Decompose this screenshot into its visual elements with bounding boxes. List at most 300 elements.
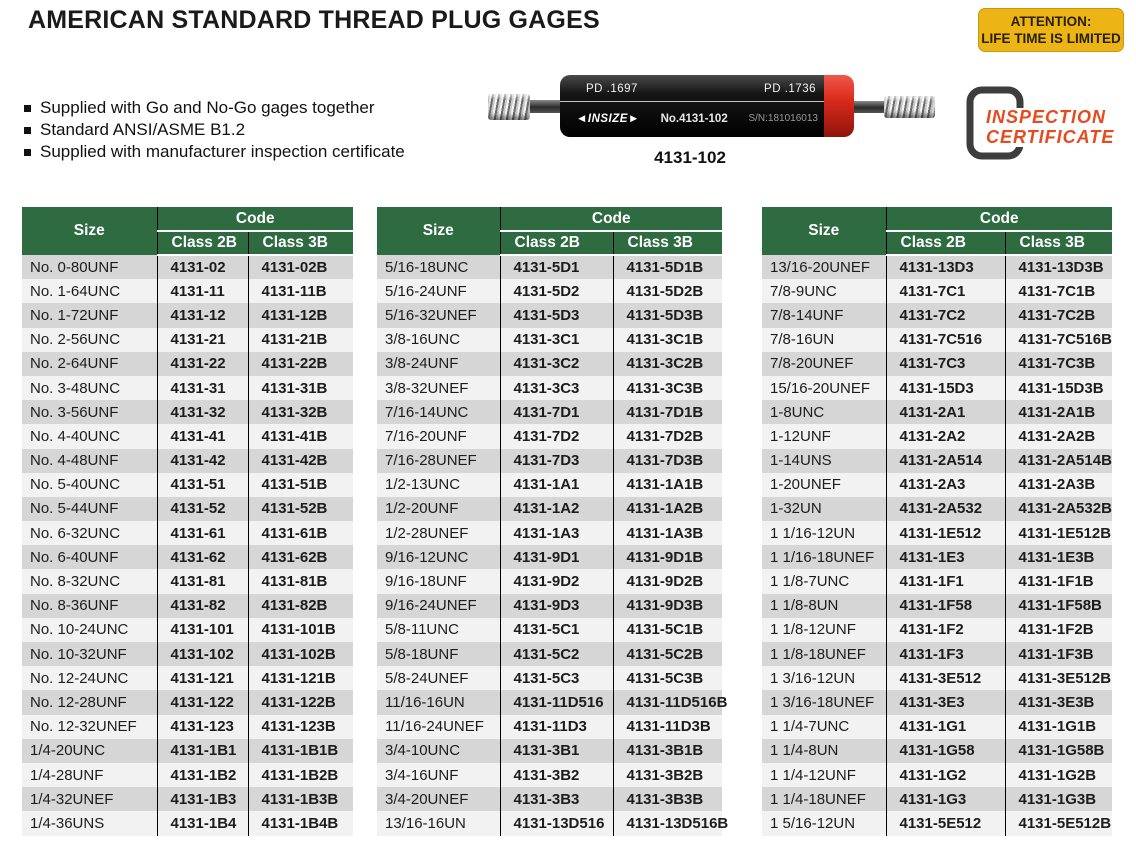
table-row: [377, 666, 722, 690]
size-cell: 1/2-20UNF: [377, 497, 500, 521]
class-2b-code-cell: 4131-2A514: [886, 449, 1005, 473]
class-2b-code-cell: 4131-1A1: [500, 473, 613, 497]
class-3b-code-cell: 4131-22B: [248, 352, 353, 376]
class-3b-code-cell: 4131-3C2B: [613, 352, 722, 376]
size-cell: No. 8-36UNF: [22, 594, 157, 618]
size-cell: 7/8-14UNF: [762, 303, 886, 327]
class-3b-code-cell: 4131-7D2B: [613, 424, 722, 448]
class-3b-code-cell: 4131-7C516B: [1005, 328, 1112, 352]
class-2b-code-cell: 4131-5C1: [500, 618, 613, 642]
class-3b-code-cell: 4131-102B: [248, 642, 353, 666]
class-3b-code-cell: 4131-32B: [248, 400, 353, 424]
class-3b-code-cell: 4131-5C3B: [613, 666, 722, 690]
class-2b-code-cell: 4131-22: [157, 352, 248, 376]
table-row: [762, 642, 1112, 666]
table-row: [377, 279, 722, 303]
class-2b-code-cell: 4131-1G2: [886, 763, 1005, 787]
size-cell: 11/16-16UN: [377, 690, 500, 714]
class-2b-code-cell: 4131-42: [157, 449, 248, 473]
size-cell: No. 2-56UNC: [22, 328, 157, 352]
size-cell: 7/8-16UN: [762, 328, 886, 352]
table-row: [377, 328, 722, 352]
col-header-class3b: Class 3B: [248, 231, 353, 255]
class-3b-code-cell: 4131-5D2B: [613, 279, 722, 303]
size-cell: 1 1/4-12UNF: [762, 763, 886, 787]
table-row: [22, 279, 353, 303]
class-3b-code-cell: 4131-1E512B: [1005, 521, 1112, 545]
class-2b-code-cell: 4131-1E3: [886, 545, 1005, 569]
bullet-item: [24, 141, 405, 163]
col-header-class2b: Class 2B: [886, 231, 1005, 255]
class-2b-code-cell: 4131-1F58: [886, 594, 1005, 618]
class-2b-code-cell: 4131-1A2: [500, 497, 613, 521]
table-row: [22, 811, 353, 835]
class-3b-code-cell: 4131-2A1B: [1005, 400, 1112, 424]
bullet-text: Standard ANSI/ASME B1.2: [40, 120, 246, 139]
class-3b-code-cell: 4131-13D3B: [1005, 255, 1112, 279]
size-cell: 3/8-16UNC: [377, 328, 500, 352]
table-row: [762, 376, 1112, 400]
class-3b-code-cell: 4131-81B: [248, 569, 353, 593]
table-row: [22, 569, 353, 593]
size-cell: No. 4-48UNF: [22, 449, 157, 473]
class-3b-code-cell: 4131-1B1B: [248, 739, 353, 763]
size-cell: 1/2-13UNC: [377, 473, 500, 497]
class-3b-code-cell: 4131-1A2B: [613, 497, 722, 521]
size-cell: 7/8-20UNEF: [762, 352, 886, 376]
table-row: [762, 763, 1112, 787]
class-2b-code-cell: 4131-11D516: [500, 690, 613, 714]
size-cell: 1 1/16-18UNEF: [762, 545, 886, 569]
table-row: [22, 787, 353, 811]
class-2b-code-cell: 4131-61: [157, 521, 248, 545]
size-cell: 3/4-10UNC: [377, 739, 500, 763]
gage-left-shaft: [530, 100, 560, 113]
table-row: [762, 690, 1112, 714]
class-2b-code-cell: 4131-3C2: [500, 352, 613, 376]
class-2b-code-cell: 4131-3C1: [500, 328, 613, 352]
size-cell: 1/2-28UNEF: [377, 521, 500, 545]
size-cell: 3/4-20UNEF: [377, 787, 500, 811]
class-2b-code-cell: 4131-62: [157, 545, 248, 569]
table-row: [762, 618, 1112, 642]
gage-serial-number: S/N:181016013: [748, 113, 818, 124]
class-3b-code-cell: 4131-61B: [248, 521, 353, 545]
table-row: [377, 352, 722, 376]
col-header-size: Size: [762, 207, 886, 255]
table-row: [377, 690, 722, 714]
size-cell: 7/8-9UNC: [762, 279, 886, 303]
table-row: [377, 424, 722, 448]
table-row: [22, 352, 353, 376]
class-3b-code-cell: 4131-3B2B: [613, 763, 722, 787]
table-row: [762, 328, 1112, 352]
size-cell: 1 1/4-18UNEF: [762, 787, 886, 811]
class-3b-code-cell: 4131-9D1B: [613, 545, 722, 569]
table-row: [377, 449, 722, 473]
class-3b-code-cell: 4131-1E3B: [1005, 545, 1112, 569]
class-2b-code-cell: 4131-7C3: [886, 352, 1005, 376]
table-row: [762, 255, 1112, 279]
table-row: [22, 449, 353, 473]
size-cell: 9/16-24UNEF: [377, 594, 500, 618]
size-cell: No. 12-28UNF: [22, 690, 157, 714]
table-row: [22, 497, 353, 521]
table-row: [377, 739, 722, 763]
size-cell: No. 1-64UNC: [22, 279, 157, 303]
table-row: [762, 787, 1112, 811]
table-row: [762, 545, 1112, 569]
size-cell: No. 4-40UNC: [22, 424, 157, 448]
class-3b-code-cell: 4131-3C3B: [613, 376, 722, 400]
table-row: [22, 545, 353, 569]
size-cell: 1/4-20UNC: [22, 739, 157, 763]
certificate-line1: INSPECTION: [986, 107, 1107, 127]
size-cell: No. 8-32UNC: [22, 569, 157, 593]
class-2b-code-cell: 4131-81: [157, 569, 248, 593]
class-2b-code-cell: 4131-2A1: [886, 400, 1005, 424]
class-2b-code-cell: 4131-5C2: [500, 642, 613, 666]
table-row: [377, 642, 722, 666]
size-cell: No. 2-64UNF: [22, 352, 157, 376]
class-2b-code-cell: 4131-3E512: [886, 666, 1005, 690]
class-3b-code-cell: 4131-1B2B: [248, 763, 353, 787]
class-3b-code-cell: 4131-82B: [248, 594, 353, 618]
gage-handle-body: [560, 75, 824, 137]
size-cell: 1 5/16-12UN: [762, 811, 886, 835]
class-3b-code-cell: 4131-1F2B: [1005, 618, 1112, 642]
gage-caption: 4131-102: [654, 148, 726, 167]
class-2b-code-cell: 4131-1F2: [886, 618, 1005, 642]
table-row: [377, 400, 722, 424]
size-cell: 3/8-24UNF: [377, 352, 500, 376]
class-2b-code-cell: 4131-1B4: [157, 811, 248, 835]
table-row: [762, 569, 1112, 593]
class-3b-code-cell: 4131-5E512B: [1005, 811, 1112, 835]
size-cell: No. 3-56UNF: [22, 400, 157, 424]
size-cell: 11/16-24UNEF: [377, 715, 500, 739]
gage-right-thread: [884, 96, 935, 118]
class-3b-code-cell: 4131-62B: [248, 545, 353, 569]
size-cell: 5/16-24UNF: [377, 279, 500, 303]
class-2b-code-cell: 4131-5D2: [500, 279, 613, 303]
class-2b-code-cell: 4131-7C516: [886, 328, 1005, 352]
table-row: [377, 521, 722, 545]
class-2b-code-cell: 4131-3C3: [500, 376, 613, 400]
size-cell: No. 3-48UNC: [22, 376, 157, 400]
class-3b-code-cell: 4131-1F3B: [1005, 642, 1112, 666]
class-3b-code-cell: 4131-121B: [248, 666, 353, 690]
table-row: [22, 521, 353, 545]
class-2b-code-cell: 4131-9D3: [500, 594, 613, 618]
size-cell: 5/16-18UNC: [377, 255, 500, 279]
class-3b-code-cell: 4131-9D3B: [613, 594, 722, 618]
size-cell: No. 12-32UNEF: [22, 715, 157, 739]
table-row: [22, 763, 353, 787]
gage-pd-row: [560, 75, 824, 102]
size-cell: 13/16-20UNEF: [762, 255, 886, 279]
class-2b-code-cell: 4131-1A3: [500, 521, 613, 545]
class-3b-code-cell: 4131-31B: [248, 376, 353, 400]
table-row: [762, 594, 1112, 618]
table-row: [22, 303, 353, 327]
class-2b-code-cell: 4131-9D2: [500, 569, 613, 593]
class-3b-code-cell: 4131-2A2B: [1005, 424, 1112, 448]
insize-logo-text: INSIZE: [587, 112, 628, 125]
class-2b-code-cell: 4131-7D3: [500, 449, 613, 473]
class-2b-code-cell: 4131-13D3: [886, 255, 1005, 279]
table-row: [762, 400, 1112, 424]
feature-bullet-list: [24, 97, 405, 163]
class-2b-code-cell: 4131-102: [157, 642, 248, 666]
class-2b-code-cell: 4131-2A532: [886, 497, 1005, 521]
size-cell: 7/16-20UNF: [377, 424, 500, 448]
table-row: [377, 255, 722, 279]
table-row: [377, 569, 722, 593]
table-row: [762, 303, 1112, 327]
table-row: [22, 255, 353, 279]
class-3b-code-cell: 4131-123B: [248, 715, 353, 739]
class-3b-code-cell: 4131-1G1B: [1005, 715, 1112, 739]
class-3b-code-cell: 4131-101B: [248, 618, 353, 642]
size-cell: 1/4-28UNF: [22, 763, 157, 787]
table-row: [377, 545, 722, 569]
class-2b-code-cell: 4131-121: [157, 666, 248, 690]
size-cell: 15/16-20UNEF: [762, 376, 886, 400]
class-3b-code-cell: 4131-5D3B: [613, 303, 722, 327]
bullet-text: Supplied with manufacturer inspection certificate: [40, 142, 405, 161]
gage-left-thread: [488, 94, 530, 120]
size-cell: No. 5-44UNF: [22, 497, 157, 521]
class-2b-code-cell: 4131-1F3: [886, 642, 1005, 666]
class-3b-code-cell: 4131-1G3B: [1005, 787, 1112, 811]
class-2b-code-cell: 4131-7C2: [886, 303, 1005, 327]
table-row: [377, 497, 722, 521]
class-2b-code-cell: 4131-82: [157, 594, 248, 618]
class-2b-code-cell: 4131-12: [157, 303, 248, 327]
col-header-code: Code: [500, 207, 722, 231]
class-2b-code-cell: 4131-15D3: [886, 376, 1005, 400]
size-cell: No. 12-24UNC: [22, 666, 157, 690]
size-cell: No. 0-80UNF: [22, 255, 157, 279]
class-3b-code-cell: 4131-3E3B: [1005, 690, 1112, 714]
class-3b-code-cell: 4131-7C3B: [1005, 352, 1112, 376]
class-2b-code-cell: 4131-7D2: [500, 424, 613, 448]
class-3b-code-cell: 4131-1A1B: [613, 473, 722, 497]
table-row: [377, 715, 722, 739]
class-2b-code-cell: 4131-3B3: [500, 787, 613, 811]
table-row: [22, 473, 353, 497]
class-3b-code-cell: 4131-52B: [248, 497, 353, 521]
class-3b-code-cell: 4131-21B: [248, 328, 353, 352]
table-row: [762, 666, 1112, 690]
class-3b-code-cell: 4131-41B: [248, 424, 353, 448]
class-3b-code-cell: 4131-3B3B: [613, 787, 722, 811]
class-3b-code-cell: 4131-13D516B: [613, 811, 722, 835]
size-cell: 1/4-36UNS: [22, 811, 157, 835]
class-3b-code-cell: 4131-1F1B: [1005, 569, 1112, 593]
class-3b-code-cell: 4131-11D3B: [613, 715, 722, 739]
class-2b-code-cell: 4131-32: [157, 400, 248, 424]
class-2b-code-cell: 4131-5D1: [500, 255, 613, 279]
size-cell: 1 1/8-12UNF: [762, 618, 886, 642]
size-cell: 1 3/16-12UN: [762, 666, 886, 690]
class-3b-code-cell: 4131-122B: [248, 690, 353, 714]
class-2b-code-cell: 4131-1B3: [157, 787, 248, 811]
size-code-table-1: [22, 207, 353, 836]
class-3b-code-cell: 4131-3B1B: [613, 739, 722, 763]
class-2b-code-cell: 4131-3E3: [886, 690, 1005, 714]
class-3b-code-cell: 4131-7C1B: [1005, 279, 1112, 303]
certificate-text: [984, 108, 1116, 147]
class-2b-code-cell: 4131-13D516: [500, 811, 613, 835]
class-3b-code-cell: 4131-15D3B: [1005, 376, 1112, 400]
class-3b-code-cell: 4131-11B: [248, 279, 353, 303]
class-2b-code-cell: 4131-02: [157, 255, 248, 279]
size-cell: 1-12UNF: [762, 424, 886, 448]
table-row: [762, 715, 1112, 739]
size-cell: 1 1/16-12UN: [762, 521, 886, 545]
col-header-class3b: Class 3B: [1005, 231, 1112, 255]
class-3b-code-cell: 4131-02B: [248, 255, 353, 279]
class-3b-code-cell: 4131-11D516B: [613, 690, 722, 714]
class-2b-code-cell: 4131-5E512: [886, 811, 1005, 835]
table-row: [762, 811, 1112, 835]
class-3b-code-cell: 4131-7C2B: [1005, 303, 1112, 327]
table-row: [762, 279, 1112, 303]
size-code-table-3: [762, 207, 1112, 836]
class-2b-code-cell: 4131-21: [157, 328, 248, 352]
gage-model-number: No.4131-102: [660, 112, 728, 125]
size-cell: 5/8-24UNEF: [377, 666, 500, 690]
size-cell: 1 3/16-18UNEF: [762, 690, 886, 714]
bullet-item: [24, 97, 405, 119]
size-cell: 5/16-32UNEF: [377, 303, 500, 327]
class-3b-code-cell: 4131-9D2B: [613, 569, 722, 593]
size-cell: 1 1/4-8UN: [762, 739, 886, 763]
class-2b-code-cell: 4131-122: [157, 690, 248, 714]
table-row: [377, 594, 722, 618]
table-row: [762, 473, 1112, 497]
col-header-class2b: Class 2B: [500, 231, 613, 255]
table-row: [762, 424, 1112, 448]
class-2b-code-cell: 4131-3B1: [500, 739, 613, 763]
class-3b-code-cell: 4131-7D1B: [613, 400, 722, 424]
class-2b-code-cell: 4131-123: [157, 715, 248, 739]
class-2b-code-cell: 4131-11: [157, 279, 248, 303]
size-cell: 1 1/8-8UN: [762, 594, 886, 618]
class-3b-code-cell: 4131-5D1B: [613, 255, 722, 279]
class-2b-code-cell: 4131-2A3: [886, 473, 1005, 497]
size-cell: 9/16-12UNC: [377, 545, 500, 569]
class-2b-code-cell: 4131-1G58: [886, 739, 1005, 763]
table-row: [22, 715, 353, 739]
table-row: [377, 763, 722, 787]
class-3b-code-cell: 4131-1G58B: [1005, 739, 1112, 763]
class-3b-code-cell: 4131-3E512B: [1005, 666, 1112, 690]
table-row: [762, 521, 1112, 545]
gage-id-row: [560, 102, 824, 137]
class-2b-code-cell: 4131-1F1: [886, 569, 1005, 593]
class-3b-code-cell: 4131-7D3B: [613, 449, 722, 473]
size-cell: 7/16-14UNC: [377, 400, 500, 424]
size-cell: No. 5-40UNC: [22, 473, 157, 497]
col-header-size: Size: [22, 207, 157, 255]
class-3b-code-cell: 4131-51B: [248, 473, 353, 497]
col-header-size: Size: [377, 207, 500, 255]
size-cell: 3/4-16UNF: [377, 763, 500, 787]
class-3b-code-cell: 4131-42B: [248, 449, 353, 473]
class-2b-code-cell: 4131-11D3: [500, 715, 613, 739]
page-title: AMERICAN STANDARD THREAD PLUG GAGES: [28, 6, 600, 34]
table-row: [377, 473, 722, 497]
size-cell: 13/16-16UN: [377, 811, 500, 835]
size-cell: No. 1-72UNF: [22, 303, 157, 327]
table-row: [22, 642, 353, 666]
attention-line1: ATTENTION:: [1010, 14, 1092, 29]
class-3b-code-cell: 4131-2A3B: [1005, 473, 1112, 497]
gage-pd-right-label: PD .1736: [764, 83, 816, 95]
class-2b-code-cell: 4131-41: [157, 424, 248, 448]
table-row: [22, 376, 353, 400]
table-row: [762, 497, 1112, 521]
class-3b-code-cell: 4131-1G2B: [1005, 763, 1112, 787]
class-2b-code-cell: 4131-51: [157, 473, 248, 497]
class-2b-code-cell: 4131-1E512: [886, 521, 1005, 545]
gage-nogo-red-band: [824, 75, 854, 137]
col-header-code: Code: [157, 207, 353, 231]
class-2b-code-cell: 4131-1B1: [157, 739, 248, 763]
class-3b-code-cell: 4131-12B: [248, 303, 353, 327]
table-row: [377, 787, 722, 811]
square-bullet-icon: [24, 149, 31, 156]
class-2b-code-cell: 4131-7C1: [886, 279, 1005, 303]
size-cell: 5/8-11UNC: [377, 618, 500, 642]
size-cell: 1-14UNS: [762, 449, 886, 473]
class-2b-code-cell: 4131-52: [157, 497, 248, 521]
table-row: [762, 352, 1112, 376]
size-code-table-2: [377, 207, 729, 836]
table-row: [22, 400, 353, 424]
class-3b-code-cell: 4131-1F58B: [1005, 594, 1112, 618]
size-cell: 1-32UN: [762, 497, 886, 521]
certificate-line2: CERTIFICATE: [986, 126, 1115, 147]
class-2b-code-cell: 4131-5C3: [500, 666, 613, 690]
class-2b-code-cell: 4131-9D1: [500, 545, 613, 569]
gage-pd-left-label: PD .1697: [586, 83, 638, 95]
col-header-class2b: Class 2B: [157, 231, 248, 255]
table-row: [377, 811, 722, 835]
class-2b-code-cell: 4131-1G3: [886, 787, 1005, 811]
class-2b-code-cell: 4131-101: [157, 618, 248, 642]
class-3b-code-cell: 4131-2A532B: [1005, 497, 1112, 521]
class-2b-code-cell: 4131-3B2: [500, 763, 613, 787]
size-cell: 1 1/8-7UNC: [762, 569, 886, 593]
gage-right-shaft: [854, 101, 884, 113]
size-cell: 1/4-32UNEF: [22, 787, 157, 811]
bullet-item: [24, 119, 405, 141]
class-3b-code-cell: 4131-1B3B: [248, 787, 353, 811]
table-row: [377, 618, 722, 642]
table-row: [377, 376, 722, 400]
class-2b-code-cell: 4131-2A2: [886, 424, 1005, 448]
size-cell: 5/8-18UNF: [377, 642, 500, 666]
class-3b-code-cell: 4131-3C1B: [613, 328, 722, 352]
class-3b-code-cell: 4131-5C2B: [613, 642, 722, 666]
attention-line2: LIFE TIME IS LIMITED: [981, 31, 1121, 46]
col-header-class3b: Class 3B: [613, 231, 722, 255]
table-row: [22, 594, 353, 618]
